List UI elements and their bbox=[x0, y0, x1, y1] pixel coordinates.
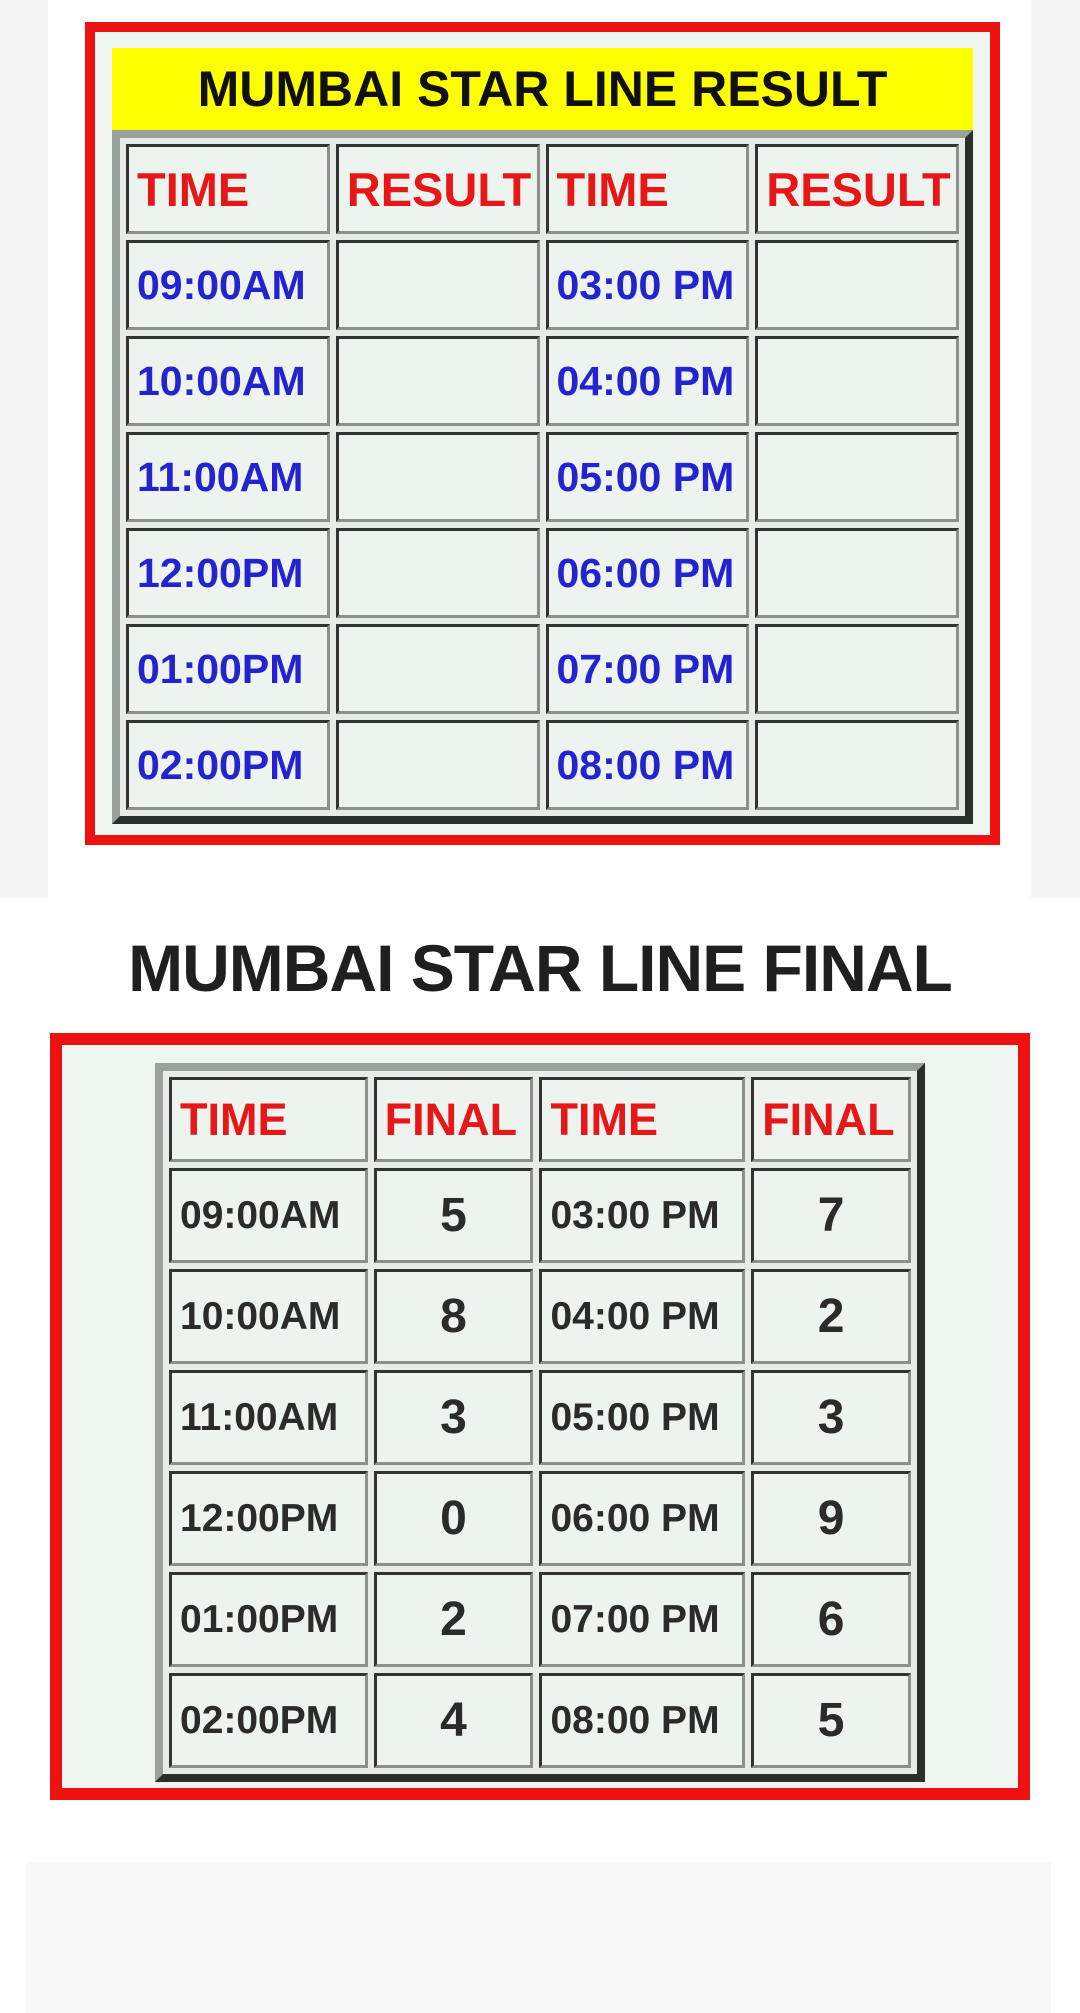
result-cell bbox=[755, 432, 959, 522]
final-table bbox=[155, 1063, 925, 1782]
result-card bbox=[48, 0, 1031, 898]
column-header: TIME bbox=[126, 144, 330, 234]
result-table-head bbox=[126, 144, 959, 234]
time-cell: 10:00AM bbox=[169, 1269, 368, 1364]
table-row bbox=[126, 432, 959, 522]
final-cell: 0 bbox=[374, 1471, 534, 1566]
column-header: RESULT bbox=[336, 144, 540, 234]
final-table-head bbox=[169, 1077, 911, 1162]
result-cell bbox=[755, 336, 959, 426]
time-cell: 12:00PM bbox=[169, 1471, 368, 1566]
table-row bbox=[126, 624, 959, 714]
time-cell: 06:00 PM bbox=[546, 528, 750, 618]
table-row bbox=[126, 720, 959, 810]
result-cell bbox=[755, 240, 959, 330]
final-red-frame bbox=[50, 1033, 1030, 1800]
result-cell bbox=[755, 720, 959, 810]
time-cell: 04:00 PM bbox=[546, 336, 750, 426]
time-cell: 06:00 PM bbox=[539, 1471, 745, 1566]
result-cell bbox=[336, 336, 540, 426]
header-row bbox=[169, 1077, 911, 1162]
time-cell: 02:00PM bbox=[169, 1673, 368, 1768]
result-cell bbox=[755, 528, 959, 618]
final-cell: 6 bbox=[751, 1572, 911, 1667]
column-header: TIME bbox=[169, 1077, 368, 1162]
result-cell bbox=[336, 528, 540, 618]
time-cell: 08:00 PM bbox=[546, 720, 750, 810]
table-row bbox=[126, 528, 959, 618]
time-cell: 01:00PM bbox=[169, 1572, 368, 1667]
result-cell bbox=[336, 624, 540, 714]
time-cell: 10:00AM bbox=[126, 336, 330, 426]
table-row bbox=[169, 1471, 911, 1566]
time-cell: 09:00AM bbox=[126, 240, 330, 330]
bottom-gap bbox=[0, 1800, 1080, 1862]
result-cell bbox=[336, 720, 540, 810]
final-cell: 2 bbox=[751, 1269, 911, 1364]
time-cell: 02:00PM bbox=[126, 720, 330, 810]
final-cell: 9 bbox=[751, 1471, 911, 1566]
result-table bbox=[112, 130, 973, 824]
final-table-body bbox=[169, 1168, 911, 1768]
table-row bbox=[169, 1572, 911, 1667]
column-header: RESULT bbox=[755, 144, 959, 234]
final-cell: 7 bbox=[751, 1168, 911, 1263]
table-row bbox=[169, 1269, 911, 1364]
time-cell: 07:00 PM bbox=[539, 1572, 745, 1667]
time-cell: 05:00 PM bbox=[546, 432, 750, 522]
time-cell: 11:00AM bbox=[126, 432, 330, 522]
table-row bbox=[169, 1168, 911, 1263]
column-header: FINAL bbox=[751, 1077, 911, 1162]
time-cell: 03:00 PM bbox=[539, 1168, 745, 1263]
table-row bbox=[126, 240, 959, 330]
final-cell: 5 bbox=[374, 1168, 534, 1263]
table-row bbox=[169, 1673, 911, 1768]
time-cell: 12:00PM bbox=[126, 528, 330, 618]
column-header: TIME bbox=[546, 144, 750, 234]
column-header: FINAL bbox=[374, 1077, 534, 1162]
table-row bbox=[126, 336, 959, 426]
table-row bbox=[169, 1370, 911, 1465]
time-cell: 09:00AM bbox=[169, 1168, 368, 1263]
final-cell: 3 bbox=[751, 1370, 911, 1465]
column-header: TIME bbox=[539, 1077, 745, 1162]
time-cell: 04:00 PM bbox=[539, 1269, 745, 1364]
result-red-frame bbox=[85, 22, 1000, 845]
final-heading: MUMBAI STAR LINE FINAL bbox=[128, 931, 952, 1005]
result-cell bbox=[336, 432, 540, 522]
time-cell: 03:00 PM bbox=[546, 240, 750, 330]
result-section bbox=[0, 0, 1080, 898]
time-cell: 11:00AM bbox=[169, 1370, 368, 1465]
bottom-panel bbox=[26, 1862, 1051, 2013]
time-cell: 05:00 PM bbox=[539, 1370, 745, 1465]
header-row bbox=[126, 144, 959, 234]
final-cell: 4 bbox=[374, 1673, 534, 1768]
result-cell bbox=[755, 624, 959, 714]
result-table-body bbox=[126, 240, 959, 810]
time-cell: 08:00 PM bbox=[539, 1673, 745, 1768]
time-cell: 07:00 PM bbox=[546, 624, 750, 714]
final-cell: 5 bbox=[751, 1673, 911, 1768]
result-cell bbox=[336, 240, 540, 330]
final-cell: 8 bbox=[374, 1269, 534, 1364]
final-section bbox=[0, 930, 1080, 2013]
final-cell: 3 bbox=[374, 1370, 534, 1465]
result-title: MUMBAI STAR LINE RESULT bbox=[112, 48, 973, 130]
final-cell: 2 bbox=[374, 1572, 534, 1667]
time-cell: 01:00PM bbox=[126, 624, 330, 714]
